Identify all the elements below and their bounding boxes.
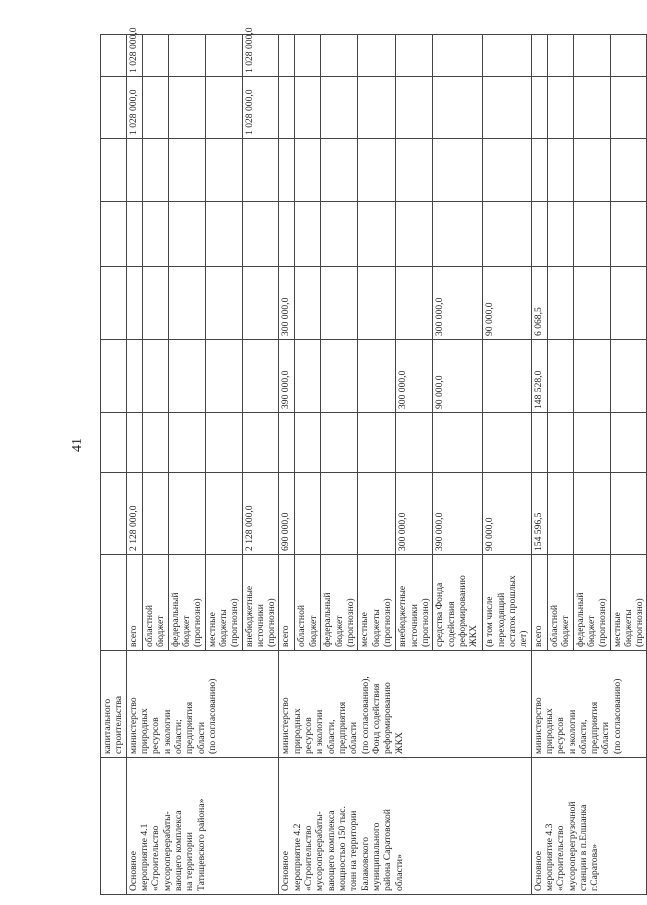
amount-cell [126, 139, 142, 202]
amount-cell [242, 267, 279, 340]
amount-cell [126, 267, 142, 340]
amount-cell [242, 340, 279, 413]
amount-cell [573, 413, 610, 473]
amount-cell [142, 340, 168, 413]
table-row [101, 35, 127, 895]
funding-source-cell: местные бюджеты (прогнозно) [610, 555, 647, 651]
table-cell [101, 473, 127, 555]
amount-cell [295, 473, 321, 555]
amount-cell [531, 202, 547, 267]
funding-source-cell: федеральный бюджет (прогнозно) [321, 555, 358, 651]
amount-cell [483, 35, 531, 77]
amount-cell [531, 413, 547, 473]
amount-cell [295, 413, 321, 473]
executor-cell: министерство природных ресурсов и экологии области, предприятия области (по согласованию), Фонд содействия реформированию ЖКХ [279, 651, 531, 758]
measure-name-cell: Основное мероприятие 4.2 «Строительство мусороперерабаты- вающего комплекса мощностью 150 тыс. тонн на территории Балаковского муниципального района Саратовской области» [279, 758, 531, 895]
amount-cell [483, 413, 531, 473]
amount-cell [483, 139, 531, 202]
amount-cell [168, 267, 205, 340]
amount-cell [205, 77, 242, 139]
amount-cell [433, 202, 483, 267]
amount-cell [610, 473, 647, 555]
amount-cell [242, 139, 279, 202]
amount-cell [396, 267, 433, 340]
amount-cell [358, 340, 396, 413]
table-cell [101, 35, 127, 77]
amount-cell [573, 139, 610, 202]
amount-cell [531, 35, 547, 77]
table-cell [101, 758, 127, 895]
amount-cell [321, 340, 358, 413]
funding-source-cell: местные бюджеты (прогнозно) [205, 555, 242, 651]
amount-cell [358, 139, 396, 202]
amount-cell [321, 473, 358, 555]
amount-cell [242, 413, 279, 473]
amount-cell [295, 340, 321, 413]
amount-cell [295, 267, 321, 340]
table-cell [101, 139, 127, 202]
amount-cell [142, 473, 168, 555]
amount-cell: 300 000,0 [279, 267, 295, 340]
amount-cell: 300 000,0 [433, 267, 483, 340]
amount-cell [168, 139, 205, 202]
amount-cell: 300 000,0 [396, 473, 433, 555]
amount-cell [168, 473, 205, 555]
amount-cell [279, 77, 295, 139]
amount-cell [610, 267, 647, 340]
amount-cell [142, 413, 168, 473]
amount-cell [142, 267, 168, 340]
amount-cell [573, 35, 610, 77]
amount-cell [547, 202, 573, 267]
amount-cell: 1 028 000,0 [242, 35, 279, 77]
page-number: 41 [70, 438, 85, 452]
amount-cell [358, 202, 396, 267]
amount-cell [279, 35, 295, 77]
amount-cell [358, 473, 396, 555]
funding-source-cell: областной бюджет [142, 555, 168, 651]
amount-cell [168, 35, 205, 77]
amount-cell [321, 413, 358, 473]
amount-cell [396, 413, 433, 473]
amount-cell [610, 340, 647, 413]
amount-cell [205, 473, 242, 555]
amount-cell [573, 267, 610, 340]
funding-source-cell: федеральный бюджет (прогнозно) [168, 555, 205, 651]
table-row [531, 35, 547, 895]
funding-source-cell: средства Фонда содействия реформированию ЖКХ [433, 555, 483, 651]
amount-cell [610, 139, 647, 202]
amount-cell: 6 068,5 [531, 267, 547, 340]
funding-source-cell: внебюджетные источники (прогнозно) [242, 555, 279, 651]
table-cell [101, 267, 127, 340]
amount-cell [279, 139, 295, 202]
amount-cell [433, 77, 483, 139]
amount-cell [168, 413, 205, 473]
amount-cell [205, 35, 242, 77]
amount-cell: 390 000,0 [433, 473, 483, 555]
table-row [126, 35, 142, 895]
amount-cell: 1 028 000,0 [126, 77, 142, 139]
funding-source-cell: всего [279, 555, 295, 651]
funding-source-cell: всего [126, 555, 142, 651]
amount-cell [295, 202, 321, 267]
amount-cell [321, 35, 358, 77]
rotated-page [100, 27, 646, 895]
amount-cell [610, 202, 647, 267]
amount-cell [396, 139, 433, 202]
amount-cell [279, 202, 295, 267]
amount-cell [142, 202, 168, 267]
amount-cell: 148 528,0 [531, 340, 547, 413]
amount-cell: 300 000,0 [396, 340, 433, 413]
amount-cell: 690 000,0 [279, 473, 295, 555]
table-cell [101, 340, 127, 413]
table-cell [101, 555, 127, 651]
amount-cell [573, 473, 610, 555]
table-cell [101, 413, 127, 473]
amount-cell [610, 35, 647, 77]
amount-cell [483, 77, 531, 139]
amount-cell [205, 340, 242, 413]
amount-cell [547, 77, 573, 139]
amount-cell [142, 77, 168, 139]
amount-cell: 154 596,5 [531, 473, 547, 555]
amount-cell [321, 77, 358, 139]
amount-cell [205, 413, 242, 473]
funding-source-cell: всего [531, 555, 547, 651]
amount-cell [433, 413, 483, 473]
table-cell: капитального строительства [101, 651, 127, 758]
table-cell [101, 202, 127, 267]
amount-cell [358, 35, 396, 77]
table-row [279, 35, 295, 895]
amount-cell: 1 028 000,0 [242, 77, 279, 139]
amount-cell: 1 028 000,0 [126, 35, 142, 77]
amount-cell [142, 35, 168, 77]
amount-cell: 390 000,0 [279, 340, 295, 413]
executor-cell: министерство природных ресурсов и экологии области, предприятия области (по согласованию) [531, 651, 647, 758]
amount-cell [573, 77, 610, 139]
amount-cell [321, 267, 358, 340]
funding-source-cell: местные бюджеты (прогнозно) [358, 555, 396, 651]
amount-cell [396, 35, 433, 77]
amount-cell [610, 413, 647, 473]
amount-cell [573, 340, 610, 413]
amount-cell: 2 128 000,0 [126, 473, 142, 555]
amount-cell [358, 267, 396, 340]
amount-cell [547, 413, 573, 473]
amount-cell [396, 77, 433, 139]
funding-source-cell: областной бюджет [295, 555, 321, 651]
amount-cell [358, 77, 396, 139]
amount-cell: 90 000,0 [483, 473, 531, 555]
amount-cell [483, 202, 531, 267]
amount-cell [295, 35, 321, 77]
amount-cell [279, 413, 295, 473]
funding-source-cell: (в том числе переходящий остаток прошлых лет) [483, 555, 531, 651]
measure-name-cell: Основное мероприятие 4.1 «Строительство мусороперерабаты- вающего комплекса на территории Татищевского района» [126, 758, 279, 895]
amount-cell [205, 202, 242, 267]
amount-cell [547, 473, 573, 555]
funding-table [100, 27, 647, 895]
table-body [101, 27, 647, 895]
amount-cell [295, 77, 321, 139]
amount-cell: 90 000,0 [433, 340, 483, 413]
funding-source-cell: внебюджетные источники (прогнозно) [396, 555, 433, 651]
amount-cell [168, 77, 205, 139]
amount-cell [295, 139, 321, 202]
executor-cell: министерство природных ресурсов и экологии области; предприятия области (по согласованию) [126, 651, 279, 758]
amount-cell [547, 35, 573, 77]
funding-source-cell: федеральный бюджет (прогнозно) [573, 555, 610, 651]
amount-cell [126, 340, 142, 413]
amount-cell [321, 202, 358, 267]
amount-cell [547, 267, 573, 340]
amount-cell [573, 202, 610, 267]
amount-cell [531, 77, 547, 139]
amount-cell [205, 267, 242, 340]
amount-cell [126, 202, 142, 267]
amount-cell [126, 413, 142, 473]
funding-source-cell: областной бюджет [547, 555, 573, 651]
amount-cell [610, 77, 647, 139]
amount-cell [433, 35, 483, 77]
measure-name-cell: Основное мероприятие 4.3 «Строительство мусороперегрузочной станции в п.Елшанка г.Саратова» [531, 758, 647, 895]
amount-cell [205, 139, 242, 202]
amount-cell [531, 139, 547, 202]
amount-cell: 90 000,0 [483, 267, 531, 340]
amount-cell [168, 340, 205, 413]
amount-cell [396, 202, 433, 267]
amount-cell [168, 202, 205, 267]
amount-cell [142, 139, 168, 202]
table-cell [101, 77, 127, 139]
amount-cell [433, 139, 483, 202]
amount-cell [358, 413, 396, 473]
amount-cell: 2 128 000,0 [242, 473, 279, 555]
amount-cell [483, 340, 531, 413]
amount-cell [242, 202, 279, 267]
amount-cell [547, 340, 573, 413]
amount-cell [321, 139, 358, 202]
amount-cell [547, 139, 573, 202]
